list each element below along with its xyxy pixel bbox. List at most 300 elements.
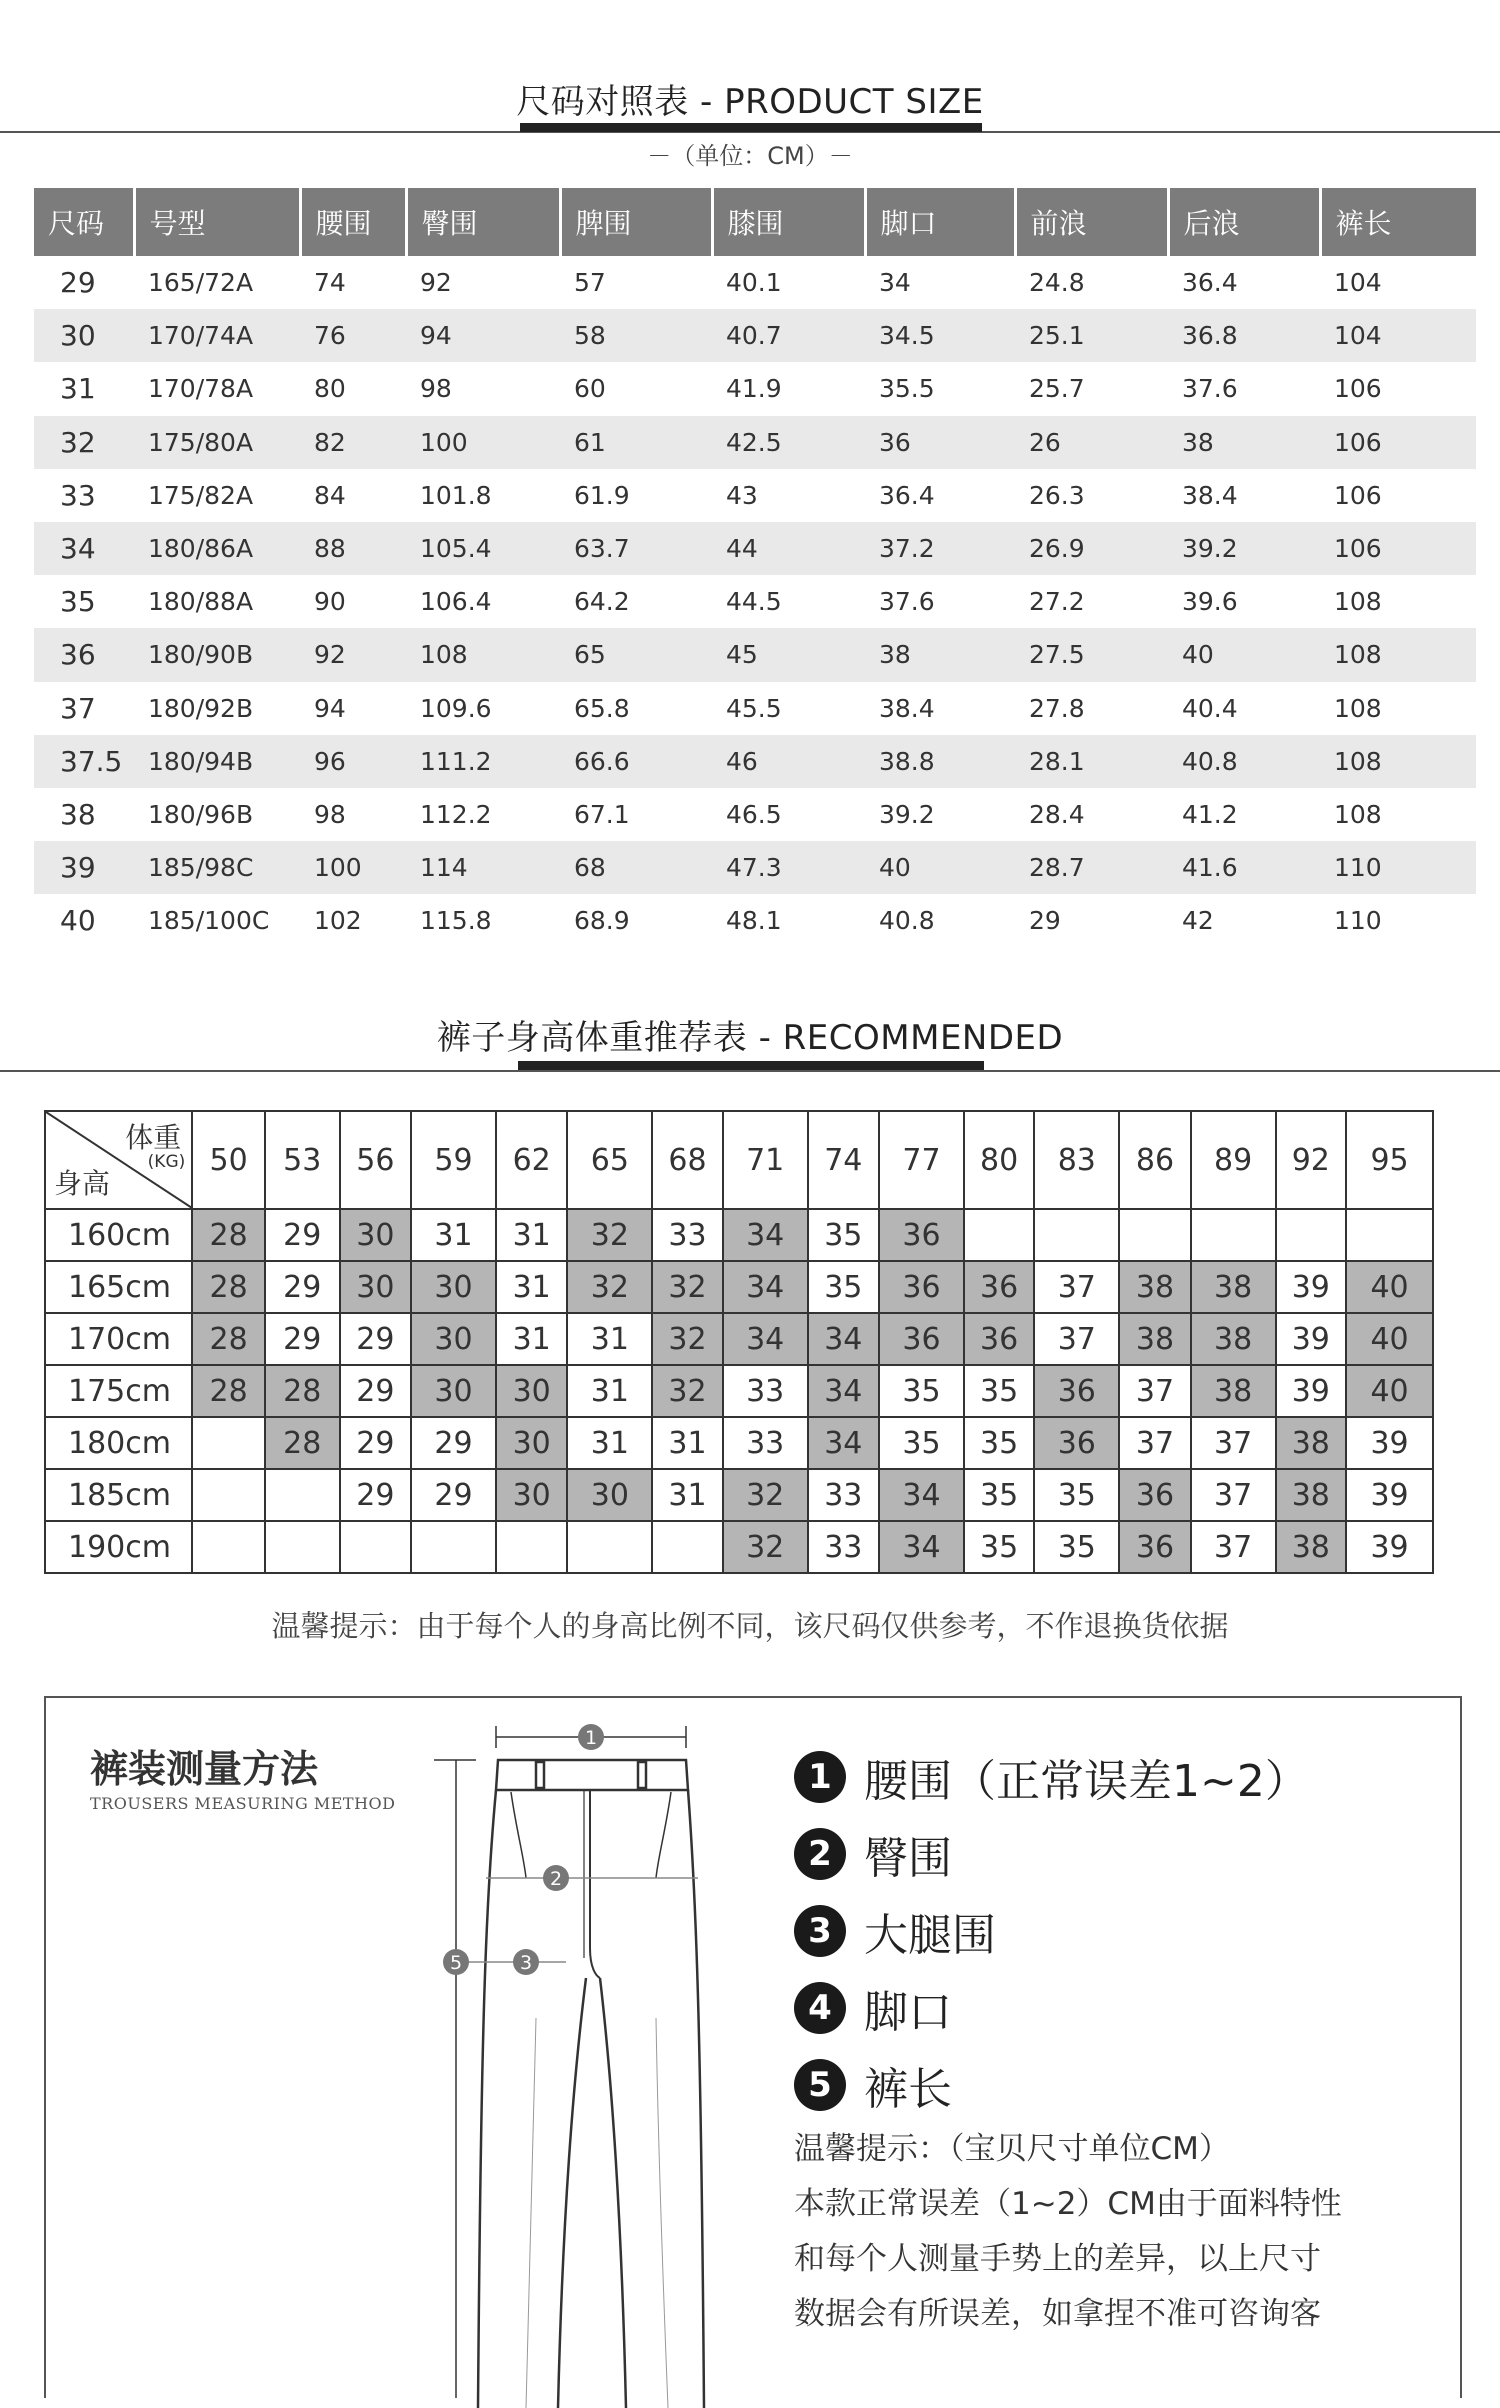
table-cell: 36.4 — [879, 480, 935, 510]
table-cell: 100 — [300, 841, 406, 894]
table-cell: 36 — [865, 416, 1015, 469]
marker-1: 1 — [584, 1727, 598, 1749]
table-cell: 76 — [300, 309, 406, 362]
table-cell: 37.6 — [879, 587, 935, 617]
table-cell: 180/94B — [134, 735, 300, 788]
weight-header-cell: 80 — [964, 1111, 1035, 1209]
table-cell: 29 — [1029, 906, 1061, 936]
table-cell: 105.4 — [406, 522, 560, 575]
legend-label: 腰围（正常误差1~2） — [864, 1755, 1309, 1807]
size-recommendation-cell: 30 — [411, 1313, 496, 1365]
weight-header-cell: 95 — [1346, 1111, 1433, 1209]
table-cell: 27.8 — [1029, 693, 1085, 723]
size-recommendation-cell: 29 — [340, 1313, 412, 1365]
table-cell: 30 — [34, 309, 134, 362]
table-cell: 26 — [1015, 416, 1168, 469]
size-recommendation-cell: 35 — [808, 1209, 880, 1261]
table-cell: 170/78A — [148, 374, 254, 404]
table-cell: 37 — [60, 691, 96, 725]
size-recommendation-cell — [192, 1417, 265, 1469]
size-recommendation-cell: 35 — [879, 1417, 964, 1469]
table-cell: 109.6 — [420, 693, 492, 723]
table-cell: 27.5 — [1015, 628, 1168, 681]
table-cell: 41.9 — [726, 374, 782, 404]
size-recommendation-cell — [496, 1521, 568, 1573]
size-recommendation-cell: 38 — [1191, 1365, 1276, 1417]
size-recommendation-cell: 34 — [723, 1261, 808, 1313]
table-cell: 175/80A — [134, 416, 300, 469]
grid-row — [45, 1365, 1433, 1417]
size-recommendation-cell — [1119, 1209, 1191, 1261]
table-cell: 38 — [1168, 416, 1320, 469]
marker-3: 3 — [519, 1952, 533, 1974]
measure-note — [794, 2122, 1434, 2342]
size-recommendation-cell: 33 — [723, 1365, 808, 1417]
size-recommendation-cell: 36 — [1119, 1521, 1191, 1573]
size-recommendation-cell — [1034, 1209, 1119, 1261]
weight-header-cell: 56 — [340, 1111, 412, 1209]
size-recommendation-cell: 32 — [652, 1365, 723, 1417]
size-recommendation-cell: 31 — [567, 1365, 652, 1417]
table-row — [34, 522, 1476, 575]
rec-section-title: 裤子身高体重推荐表 - RECOMMENDED — [436, 1018, 1064, 1058]
size-header-cell: 脾围 — [560, 188, 712, 256]
size-recommendation-cell: 32 — [652, 1313, 723, 1365]
size-header-cell: 后浪 — [1168, 188, 1320, 256]
weight-header-cell: 86 — [1119, 1111, 1191, 1209]
table-row — [34, 469, 1476, 522]
diagram-markers — [443, 1724, 604, 1975]
table-cell: 80 — [314, 374, 346, 404]
weight-header-cell: 92 — [1276, 1111, 1347, 1209]
table-row — [34, 735, 1476, 788]
size-recommendation-cell: 32 — [723, 1521, 808, 1573]
legend-label: 裤长 — [864, 2063, 952, 2115]
size-recommendation-cell: 29 — [265, 1209, 340, 1261]
size-recommendation-cell: 37 — [1191, 1521, 1276, 1573]
table-cell: 170/74A — [134, 309, 300, 362]
table-cell: 37.2 — [865, 522, 1015, 575]
size-recommendation-cell: 37 — [1191, 1469, 1276, 1521]
weight-header-cell: 68 — [652, 1111, 723, 1209]
size-recommendation-cell: 38 — [1119, 1261, 1191, 1313]
table-cell: 180/90B — [134, 628, 300, 681]
table-cell: 31 — [60, 372, 96, 406]
table-cell: 38.4 — [879, 693, 935, 723]
weight-unit-label: (KG) — [147, 1152, 186, 1172]
table-cell: 42 — [1182, 906, 1214, 936]
size-recommendation-cell: 33 — [808, 1521, 880, 1573]
grid-row — [45, 1261, 1433, 1313]
size-recommendation-cell — [265, 1469, 340, 1521]
size-recommendation-cell: 38 — [1191, 1261, 1276, 1313]
table-row — [34, 894, 1476, 947]
table-cell: 110 — [1334, 906, 1382, 936]
weight-header-cell: 77 — [879, 1111, 964, 1209]
weight-header-cell: 62 — [496, 1111, 568, 1209]
size-recommendation-cell: 35 — [879, 1365, 964, 1417]
table-cell: 42.5 — [712, 416, 865, 469]
size-section-title: 尺码对照表 - PRODUCT SIZE — [516, 82, 984, 122]
size-recommendation-cell: 39 — [1346, 1469, 1433, 1521]
table-cell: 28.1 — [1015, 735, 1168, 788]
note-line: 本款正常误差（1~2）CM由于面料特性 — [794, 2186, 1342, 2222]
size-recommendation-cell: 39 — [1276, 1261, 1347, 1313]
table-row — [34, 628, 1476, 681]
table-cell: 74 — [314, 268, 346, 298]
size-recommendation-cell — [1276, 1209, 1347, 1261]
weight-header-cell: 83 — [1034, 1111, 1119, 1209]
note-line: 数据会有所误差，如拿捏不准可咨询客 — [794, 2296, 1321, 2332]
size-recommendation-cell: 29 — [265, 1313, 340, 1365]
size-recommendation-cell: 40 — [1346, 1261, 1433, 1313]
legend-item — [794, 1738, 1309, 1815]
table-cell: 39 — [34, 841, 134, 894]
size-recommendation-cell: 32 — [652, 1261, 723, 1313]
size-recommendation-cell: 33 — [808, 1469, 880, 1521]
table-cell: 37.5 — [34, 735, 134, 788]
corner-header — [45, 1111, 192, 1209]
table-cell: 108 — [1334, 587, 1382, 617]
table-cell: 108 — [1320, 735, 1476, 788]
table-cell: 108 — [1334, 693, 1382, 723]
size-recommendation-cell: 30 — [496, 1365, 568, 1417]
size-recommendation-cell — [411, 1521, 496, 1573]
size-recommendation-cell: 35 — [964, 1469, 1035, 1521]
size-recommendation-cell: 35 — [964, 1365, 1035, 1417]
size-recommendation-cell: 32 — [567, 1209, 652, 1261]
table-cell: 36.8 — [1168, 309, 1320, 362]
size-recommendation-cell: 34 — [808, 1313, 880, 1365]
size-recommendation-cell: 28 — [265, 1417, 340, 1469]
size-recommendation-cell: 36 — [879, 1209, 964, 1261]
size-recommendation-cell: 31 — [496, 1209, 568, 1261]
weight-header-cell: 71 — [723, 1111, 808, 1209]
size-recommendation-cell: 40 — [1346, 1313, 1433, 1365]
size-recommendation-cell: 35 — [964, 1521, 1035, 1573]
table-cell: 101.8 — [420, 480, 492, 510]
table-cell: 40 — [60, 904, 96, 938]
size-recommendation-cell: 31 — [652, 1417, 723, 1469]
size-recommendation-cell: 36 — [1119, 1469, 1191, 1521]
size-recommendation-cell: 32 — [567, 1261, 652, 1313]
height-label: 190cm — [45, 1521, 192, 1573]
table-cell: 40 — [1168, 628, 1320, 681]
table-cell: 41.6 — [1168, 841, 1320, 894]
size-recommendation-cell — [1191, 1209, 1276, 1261]
table-cell: 38 — [865, 628, 1015, 681]
table-cell: 33 — [60, 478, 96, 512]
size-recommendation-cell — [192, 1521, 265, 1573]
table-cell: 94 — [314, 693, 346, 723]
size-recommendation-cell: 30 — [496, 1469, 568, 1521]
table-cell: 44 — [712, 522, 865, 575]
table-cell: 34.5 — [865, 309, 1015, 362]
table-cell: 38.4 — [1182, 480, 1238, 510]
size-recommendation-cell: 29 — [340, 1417, 412, 1469]
table-cell: 38.8 — [865, 735, 1015, 788]
size-recommendation-cell: 35 — [808, 1261, 880, 1313]
table-cell: 82 — [300, 416, 406, 469]
note-line: 温馨提示：（宝贝尺寸单位CM） — [794, 2131, 1230, 2167]
divider — [0, 1070, 1500, 1072]
size-recommendation-cell — [652, 1521, 723, 1573]
size-recommendation-cell — [964, 1209, 1035, 1261]
size-recommendation-cell: 38 — [1119, 1313, 1191, 1365]
size-header-cell: 号型 — [134, 188, 300, 256]
table-cell: 185/98C — [134, 841, 300, 894]
table-cell: 175/82A — [148, 480, 254, 510]
table-cell: 110 — [1320, 841, 1476, 894]
table-cell: 68.9 — [574, 906, 630, 936]
table-row — [34, 575, 1476, 628]
size-recommendation-cell: 39 — [1276, 1313, 1347, 1365]
legend-item — [794, 2046, 1309, 2123]
table-row — [34, 682, 1476, 735]
size-recommendation-cell: 36 — [1034, 1365, 1119, 1417]
size-recommendation-cell: 28 — [192, 1261, 265, 1313]
size-recommendation-cell: 29 — [265, 1261, 340, 1313]
table-cell: 108 — [406, 628, 560, 681]
table-cell: 98 — [420, 374, 452, 404]
weight-header-cell: 50 — [192, 1111, 265, 1209]
size-recommendation-cell: 36 — [879, 1313, 964, 1365]
table-cell: 41.2 — [1182, 799, 1238, 829]
height-label: 165cm — [45, 1261, 192, 1313]
table-cell: 94 — [406, 309, 560, 362]
table-cell: 35 — [60, 585, 96, 619]
size-recommendation-cell: 30 — [496, 1417, 568, 1469]
legend-label: 大腿围 — [864, 1909, 996, 1961]
table-cell: 68 — [560, 841, 712, 894]
table-cell: 25.1 — [1015, 309, 1168, 362]
height-axis-label: 身高 — [54, 1167, 111, 1200]
size-recommendation-cell: 34 — [879, 1521, 964, 1573]
height-label: 180cm — [45, 1417, 192, 1469]
table-cell: 43 — [726, 480, 758, 510]
legend-item — [794, 1892, 1309, 1969]
title-underline — [518, 1061, 984, 1070]
size-recommendation-cell: 38 — [1276, 1469, 1347, 1521]
table-cell: 61 — [560, 416, 712, 469]
size-recommendation-cell: 28 — [192, 1365, 265, 1417]
size-recommendation-cell: 38 — [1191, 1313, 1276, 1365]
number-badge-icon: 5 — [794, 2059, 846, 2111]
grid-row — [45, 1313, 1433, 1365]
table-cell: 104 — [1320, 309, 1476, 362]
size-recommendation-cell: 30 — [340, 1209, 412, 1261]
size-recommendation-cell: 39 — [1346, 1417, 1433, 1469]
table-cell: 46.5 — [726, 799, 782, 829]
size-recommendation-cell: 40 — [1346, 1365, 1433, 1417]
table-cell: 26.3 — [1029, 480, 1085, 510]
size-header-cell: 膝围 — [712, 188, 865, 256]
table-cell: 34 — [879, 268, 911, 298]
size-recommendation-cell: 28 — [192, 1313, 265, 1365]
table-row — [34, 841, 1476, 894]
size-recommendation-cell: 34 — [723, 1209, 808, 1261]
legend-item — [794, 1815, 1309, 1892]
table-cell: 32 — [34, 416, 134, 469]
table-cell: 28.4 — [1029, 799, 1085, 829]
table-cell: 106 — [1320, 416, 1476, 469]
table-cell: 40 — [865, 841, 1015, 894]
size-recommendation-cell: 29 — [411, 1469, 496, 1521]
table-cell: 65.8 — [574, 693, 630, 723]
height-label: 185cm — [45, 1469, 192, 1521]
legend-label: 臀围 — [864, 1832, 952, 1884]
size-header-cell: 臀围 — [406, 188, 560, 256]
table-cell: 26.9 — [1015, 522, 1168, 575]
table-cell: 90 — [314, 587, 346, 617]
table-cell: 63.7 — [560, 522, 712, 575]
size-recommendation-cell: 36 — [964, 1261, 1035, 1313]
weight-axis-label: 体重 — [125, 1121, 182, 1154]
weight-header-cell: 53 — [265, 1111, 340, 1209]
table-cell: 44.5 — [726, 587, 782, 617]
size-recommendation-cell: 39 — [1346, 1521, 1433, 1573]
size-recommendation-cell: 37 — [1119, 1417, 1191, 1469]
trousers-diagram — [386, 1718, 746, 2408]
weight-header-cell: 59 — [411, 1111, 496, 1209]
size-recommendation-cell: 30 — [340, 1261, 412, 1313]
table-cell: 65 — [560, 628, 712, 681]
size-recommendation-cell: 37 — [1034, 1313, 1119, 1365]
size-header-cell: 腰围 — [300, 188, 406, 256]
size-header-cell: 脚口 — [865, 188, 1015, 256]
legend-item — [794, 1969, 1309, 2046]
size-recommendation-cell: 31 — [411, 1209, 496, 1261]
unit-label: －（单位：CM）－ — [647, 142, 853, 170]
table-cell: 100 — [406, 416, 560, 469]
table-row — [34, 416, 1476, 469]
table-cell: 180/92B — [148, 693, 254, 723]
table-cell: 114 — [406, 841, 560, 894]
table-cell: 115.8 — [420, 906, 492, 936]
table-cell: 39.2 — [1168, 522, 1320, 575]
table-cell: 92 — [420, 268, 452, 298]
table-cell: 108 — [1334, 799, 1382, 829]
table-cell: 36.4 — [1182, 268, 1238, 298]
measure-subtitle: TROUSERS MEASURING METHOD — [90, 1794, 396, 1813]
table-cell: 165/72A — [148, 268, 254, 298]
size-recommendation-cell: 31 — [567, 1313, 652, 1365]
table-cell: 45.5 — [726, 693, 782, 723]
size-recommendation-cell: 33 — [723, 1417, 808, 1469]
grid-row — [45, 1469, 1433, 1521]
table-cell: 67.1 — [574, 799, 630, 829]
table-cell: 185/100C — [148, 906, 270, 936]
table-cell: 37.6 — [1182, 374, 1238, 404]
size-recommendation-cell — [192, 1469, 265, 1521]
table-cell: 84 — [314, 480, 346, 510]
table-cell: 60 — [574, 374, 606, 404]
size-recommendation-cell: 30 — [567, 1469, 652, 1521]
size-recommendation-cell — [265, 1521, 340, 1573]
size-recommendation-cell: 39 — [1276, 1365, 1347, 1417]
title-underline — [520, 123, 982, 132]
size-recommendation-cell: 36 — [1034, 1417, 1119, 1469]
table-cell: 98 — [314, 799, 346, 829]
size-recommendation-cell: 34 — [808, 1365, 880, 1417]
table-cell: 25.7 — [1029, 374, 1085, 404]
table-cell: 106 — [1334, 374, 1382, 404]
table-row — [34, 788, 1476, 841]
table-row — [34, 362, 1476, 415]
table-cell: 48.1 — [726, 906, 782, 936]
weight-header-cell: 74 — [808, 1111, 880, 1209]
grid-row — [45, 1209, 1433, 1261]
weight-header-cell: 89 — [1191, 1111, 1276, 1209]
number-badge-icon: 4 — [794, 1982, 846, 2034]
size-recommendation-cell: 31 — [496, 1313, 568, 1365]
size-recommendation-cell — [340, 1521, 412, 1573]
table-cell: 108 — [1320, 628, 1476, 681]
grid-row — [45, 1417, 1433, 1469]
size-recommendation-cell: 37 — [1119, 1365, 1191, 1417]
table-cell: 28.7 — [1015, 841, 1168, 894]
table-cell: 35.5 — [879, 374, 935, 404]
table-cell: 39.2 — [879, 799, 935, 829]
table-cell: 106 — [1334, 480, 1382, 510]
size-recommendation-cell: 34 — [808, 1417, 880, 1469]
size-recommendation-cell: 36 — [879, 1261, 964, 1313]
size-recommendation-cell: 35 — [964, 1417, 1035, 1469]
table-cell: 96 — [300, 735, 406, 788]
weight-header-row — [45, 1111, 1433, 1209]
table-cell: 180/86A — [134, 522, 300, 575]
size-recommendation-cell: 36 — [964, 1313, 1035, 1365]
weight-header-cell: 65 — [567, 1111, 652, 1209]
size-recommendation-cell: 31 — [567, 1417, 652, 1469]
grid-row — [45, 1521, 1433, 1573]
marker-5: 5 — [449, 1952, 463, 1974]
size-recommendation-cell: 31 — [496, 1261, 568, 1313]
table-cell: 39.6 — [1182, 587, 1238, 617]
table-cell: 57 — [574, 268, 606, 298]
table-cell: 29 — [60, 266, 96, 300]
size-recommendation-cell: 29 — [340, 1365, 412, 1417]
size-table — [34, 188, 1476, 947]
table-cell: 106.4 — [420, 587, 492, 617]
table-cell: 112.2 — [420, 799, 492, 829]
table-cell: 38 — [60, 797, 96, 831]
table-cell: 111.2 — [406, 735, 560, 788]
size-recommendation-cell: 30 — [411, 1365, 496, 1417]
size-recommendation-cell: 37 — [1191, 1417, 1276, 1469]
size-recommendation-cell: 34 — [879, 1469, 964, 1521]
table-cell: 36 — [34, 628, 134, 681]
size-recommendation-cell — [1346, 1209, 1433, 1261]
size-recommendation-cell — [567, 1521, 652, 1573]
size-header-cell: 裤长 — [1320, 188, 1476, 256]
table-row — [34, 256, 1476, 309]
table-cell: 40.1 — [726, 268, 782, 298]
table-cell: 88 — [300, 522, 406, 575]
size-recommendation-cell: 35 — [1034, 1469, 1119, 1521]
measurement-legend — [794, 1738, 1309, 2123]
table-cell: 58 — [560, 309, 712, 362]
measuring-method-panel — [44, 1696, 1462, 2398]
table-row — [34, 309, 1476, 362]
number-badge-icon: 3 — [794, 1905, 846, 1957]
size-recommendation-cell: 37 — [1034, 1261, 1119, 1313]
size-recommendation-cell: 33 — [652, 1209, 723, 1261]
table-cell: 34 — [34, 522, 134, 575]
number-badge-icon: 2 — [794, 1828, 846, 1880]
table-cell: 104 — [1334, 268, 1382, 298]
table-cell: 66.6 — [560, 735, 712, 788]
